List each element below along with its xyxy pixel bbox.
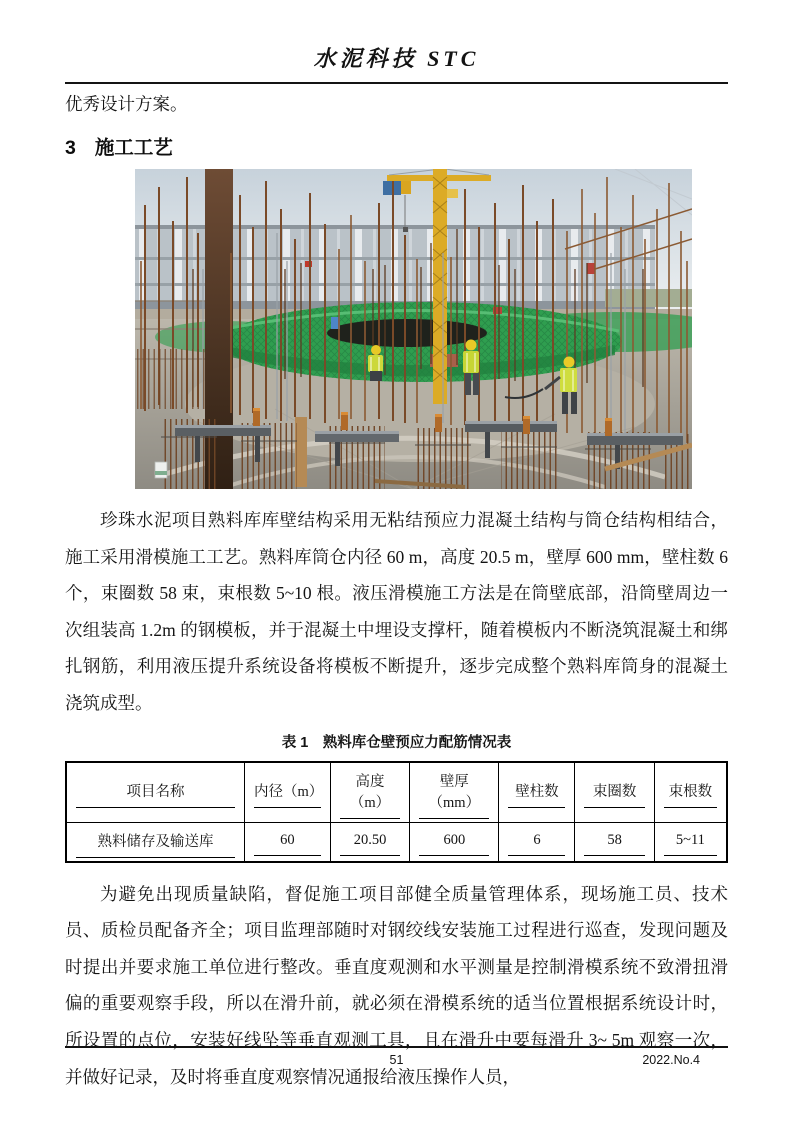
cell-wall-thickness: 600 [410, 822, 499, 862]
col-header-wall-thickness: 壁厚（mm） [410, 762, 499, 823]
section-heading [65, 132, 728, 160]
cell-project-name: 熟料储存及输送库 [66, 822, 244, 862]
col-header-tendon-strands: 束根数 [654, 762, 727, 823]
paragraph-1: 珍珠水泥项目熟料库库壁结构采用无粘结预应力混凝土结构与筒仓结构相结合，施工采用滑模施工工艺。熟料库筒仓内径 60 m，高度 20.5 m，壁厚 600 mm，壁柱数 6 个，束圈数 58 束，束根数 5~10 根。液压滑模施工方法是在筒壁底部，沿筒壁周边一次组装高 1.2m 的钢模板，并于混凝土中埋设支撑杆，随着模板内不断浇筑混凝土和绑扎钢筋，利用液压提升系统设备将模板不断提升，逐步完成整个熟料库筒身的混凝土浇筑成型。 [65, 510, 728, 713]
page-number: 51 [389, 1053, 404, 1067]
table-caption: 表 1 熟料库仓壁预应力配筋情况表 [281, 734, 512, 751]
section-number: 3 [65, 137, 76, 159]
table-header-row [66, 762, 727, 823]
photo-bucket [155, 462, 167, 478]
paragraph-2: 为避免出现质量缺陷，督促施工项目部健全质量管理体系，现场施工员、技术员、质检员配备齐全；项目监理部随时对钢绞线安装施工过程进行巡查，发现问题及时提出并要求施工单位进行整改。垂直度观测和水平测量是控制滑模系统不致滑扭滑偏的重要观察手段，所以在滑升前，就必须在滑模系统的适当位置根据系统设计时，所设置的点位，安装好线坠等垂直观测工具，且在滑升中要每滑升 3~ 5m 观察一次，并做好记录，及时将垂直度观察情况通报给液压操作人员， [65, 883, 728, 1087]
cell-inner-diameter: 60 [244, 822, 330, 862]
construction-photo [135, 169, 692, 489]
col-header-wall-columns: 壁柱数 [499, 762, 575, 823]
cell-tendon-loops: 58 [575, 822, 654, 862]
cell-height: 20.50 [330, 822, 409, 862]
cell-wall-columns: 6 [499, 822, 575, 862]
page-footer [65, 1046, 728, 1077]
cell-tendon-strands: 5~11 [654, 822, 727, 862]
continued-paragraph: 优秀设计方案。 [65, 94, 188, 114]
issue-label: 2022.No.4 [642, 1053, 700, 1067]
col-header-inner-diameter: 内径（m） [244, 762, 330, 823]
section-title: 施工工艺 [94, 137, 173, 159]
col-header-height: 高度（m） [330, 762, 409, 823]
journal-title: 水泥科技 STC [313, 46, 480, 71]
prestress-rebar-table [65, 761, 728, 863]
table-row [66, 822, 727, 862]
header-rule [65, 82, 728, 84]
col-header-project: 项目名称 [66, 762, 244, 823]
col-header-tendon-loops: 束圈数 [575, 762, 654, 823]
